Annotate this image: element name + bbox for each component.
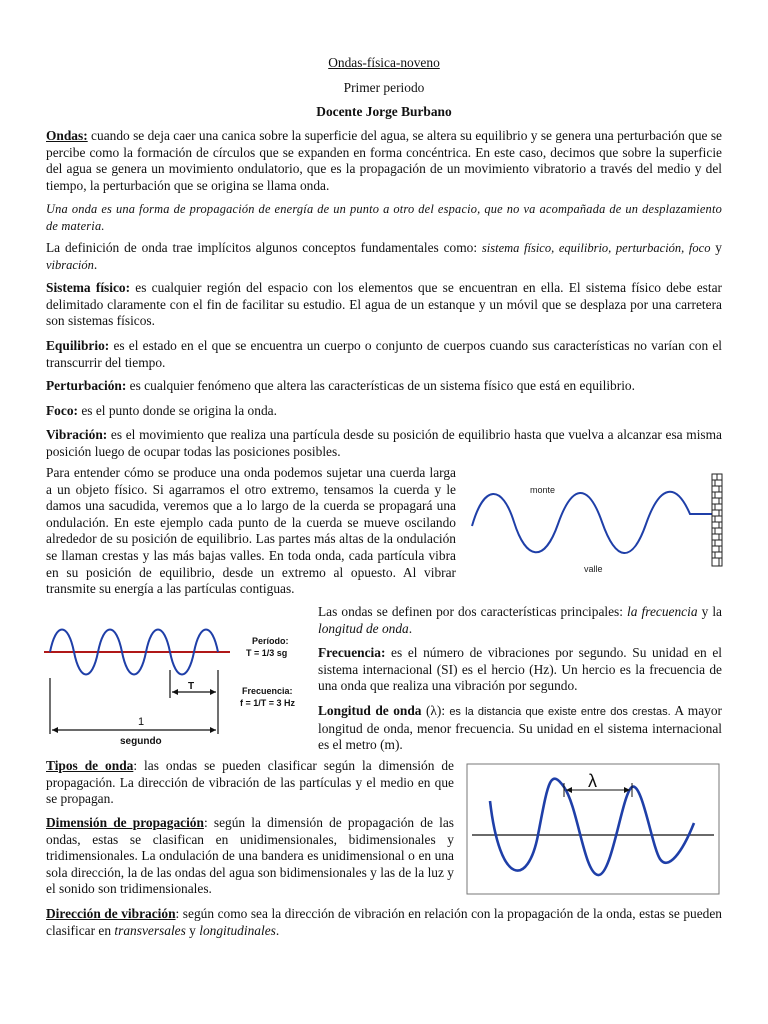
lambda-symbol: λ xyxy=(588,771,597,791)
valle-label: valle xyxy=(584,564,603,574)
ondas-text: cuando se deja caer una canica sobre la superficie del agua, se altera su equilibrio y se genera una perturbación que se percibe como la formación de círculos que se expanden en forma concéntrica. En este caso, decimos que sobre la superficie del agua se genera un movimiento ondulatorio, que es la propagación de un movimiento vibratorio a través del medio y del tiempo, la perturbación que se origina se llama onda. xyxy=(46,128,722,193)
dimension-text: según la dimensión de propagación de las ondas, estas se clasifican en unidimensionales, bidimensionales y tridimensionales. La ondulación de una bandera es unidimensional o en una sola dirección, la de las ondas del agua son bidimensionales y las de la luz y el sonido son tridimensionales. xyxy=(46,815,454,897)
vibracion-term: Vibración: xyxy=(46,427,108,442)
direccion-colon: : xyxy=(175,906,180,921)
concepts-end: . xyxy=(93,256,98,272)
second-label: segundo xyxy=(120,736,162,747)
direccion-paragraph xyxy=(46,906,722,939)
foco-paragraph xyxy=(46,403,722,420)
longitud-term: Longitud de onda xyxy=(318,703,422,718)
direccion-t1: transversales xyxy=(114,922,186,938)
dimension-colon: : xyxy=(203,815,208,830)
sistema-paragraph xyxy=(46,280,722,330)
frecuencia-term: Frecuencia: xyxy=(318,645,386,660)
period-T-label: T xyxy=(188,681,195,692)
ondas-paragraph xyxy=(46,128,722,194)
frecuencia-text: es el número de vibraciones por segundo. Su unidad en el sistema internacional (SI) es el hercio (Hz). Un hercio es la frecuencia de una onda que realiza una vibración por segundo. xyxy=(318,645,722,694)
dimension-term: Dimensión de propagación xyxy=(46,815,204,830)
frequency-label: Frecuencia: xyxy=(242,686,293,696)
period-label: Período: xyxy=(252,636,289,646)
longitud-paragraph xyxy=(318,703,722,754)
perturbacion-text: es cualquier fenómeno que altera las características de un sistema físico que está en equilibrio. xyxy=(126,378,635,393)
tipos-paragraph xyxy=(46,758,454,808)
ondas-term: Ondas: xyxy=(46,128,88,143)
longitud-symbol: (λ) xyxy=(421,703,442,718)
cuerda-paragraph: Para entender cómo se produce una onda podemos sujetar una cuerda larga a un objeto físico. Si agarramos el otro extremo, tensamos la cuerda y le damos una sacudida, veremos que a lo largo de la cuerda se propagará una ondulación. En este ejemplo cada punto de la cuerda se mueve oscilando alrededor de su posición de equilibrio. Las partes más altas de la ondulación se llaman crestas y las más bajas valles. En toda onda, cada partícula vibra en su posición de equilibrio, desde un extremo al opuesto. Al vibrar transmite su energía a las partículas contiguas. xyxy=(46,465,456,597)
sistema-term: Sistema físico: xyxy=(46,280,131,295)
caracteristicas-paragraph xyxy=(318,604,722,637)
dimension-paragraph xyxy=(46,815,454,898)
rope-wave-line xyxy=(472,492,714,553)
tipos-term: Tipos de onda xyxy=(46,758,134,773)
direccion-term: Dirección de vibración xyxy=(46,906,176,921)
concepts-and: y xyxy=(710,240,722,255)
direccion-and: y xyxy=(185,922,200,938)
wavelength-figure xyxy=(466,763,720,895)
caracteristicas-freq: la frecuencia xyxy=(627,604,698,619)
direccion-t2: longitudinales xyxy=(199,922,276,938)
equilibrio-paragraph xyxy=(46,338,722,371)
foco-term: Foco: xyxy=(46,403,78,418)
perturbacion-term: Perturbación: xyxy=(46,378,127,393)
caracteristicas-length: longitud de onda xyxy=(318,620,409,636)
wave-definition: Una onda es una forma de propagación de energía de un punto a otro del espacio, que no va acompañada de un desplazamiento de materia. xyxy=(46,202,722,233)
perturbacion-paragraph xyxy=(46,378,722,395)
period-frequency-figure xyxy=(40,612,310,750)
sistema-text: es cualquier región del espacio con los elementos que se encuentran en ella. El sistema físico debe estar delimitado claramente con el fin de facilitar su estudio. El agua de un estanque y un móvil que se desplaza por una carretera son sistemas físicos. xyxy=(46,280,722,329)
equilibrio-text: es el estado en el que se encuentra un cuerpo o conjunto de cuerpos cuando sus características no varían con el transcurrir del tiempo. xyxy=(46,338,722,370)
vibracion-paragraph xyxy=(46,427,722,460)
longitud-text-small: es la distancia que existe entre dos crestas. xyxy=(445,706,671,718)
tipos-colon: : xyxy=(133,758,138,773)
longitud-text: A mayor longitud de onda, menor frecuencia. Su unidad en el sistema internacional es el metro (m). xyxy=(318,703,723,753)
wall-icon xyxy=(712,474,722,566)
concepts-intro: La definición de onda trae implícitos algunos conceptos fundamentales como: xyxy=(46,240,482,255)
direccion-end: . xyxy=(275,922,280,938)
vibracion-text: es el movimiento que realiza una partícula desde su posición de equilibrio hasta que vuelva a alcanzar esa misma posición luego de ocupar todas las posiciones posibles. xyxy=(46,427,722,459)
doc-teacher: Docente Jorge Burbano xyxy=(316,104,452,119)
monte-label: monte xyxy=(530,485,556,495)
caracteristicas-end: . xyxy=(408,620,413,636)
one-label: 1 xyxy=(138,716,145,728)
direccion-text: según como sea la dirección de vibración en relación con la propagación de la onda, estas se pueden clasificar en xyxy=(46,906,722,938)
equilibrio-term: Equilibrio: xyxy=(46,338,110,353)
period-formula: T = 1/3 sg xyxy=(246,648,288,658)
frequency-formula: f = 1/T = 3 Hz xyxy=(240,698,296,708)
concepts-list: sistema físico, equilibrio, perturbación, foco xyxy=(481,241,711,255)
rope-wave-figure xyxy=(466,468,728,580)
caracteristicas-intro: Las ondas se definen por dos características principales: xyxy=(318,604,628,619)
caracteristicas-and: y la xyxy=(697,604,722,619)
concepts-paragraph xyxy=(46,240,722,273)
longitud-colon: : xyxy=(441,703,446,718)
doc-title: Ondas-física-noveno xyxy=(328,55,440,70)
foco-text: es el punto donde se origina la onda. xyxy=(77,403,277,418)
doc-period: Primer periodo xyxy=(343,80,425,95)
concepts-last: vibración xyxy=(46,257,94,272)
tipos-text: las ondas se pueden clasificar según la dimensión de propagación. La dirección de vibración de las partículas y el medio en que se propagan. xyxy=(46,758,455,807)
frecuencia-paragraph xyxy=(318,645,722,695)
